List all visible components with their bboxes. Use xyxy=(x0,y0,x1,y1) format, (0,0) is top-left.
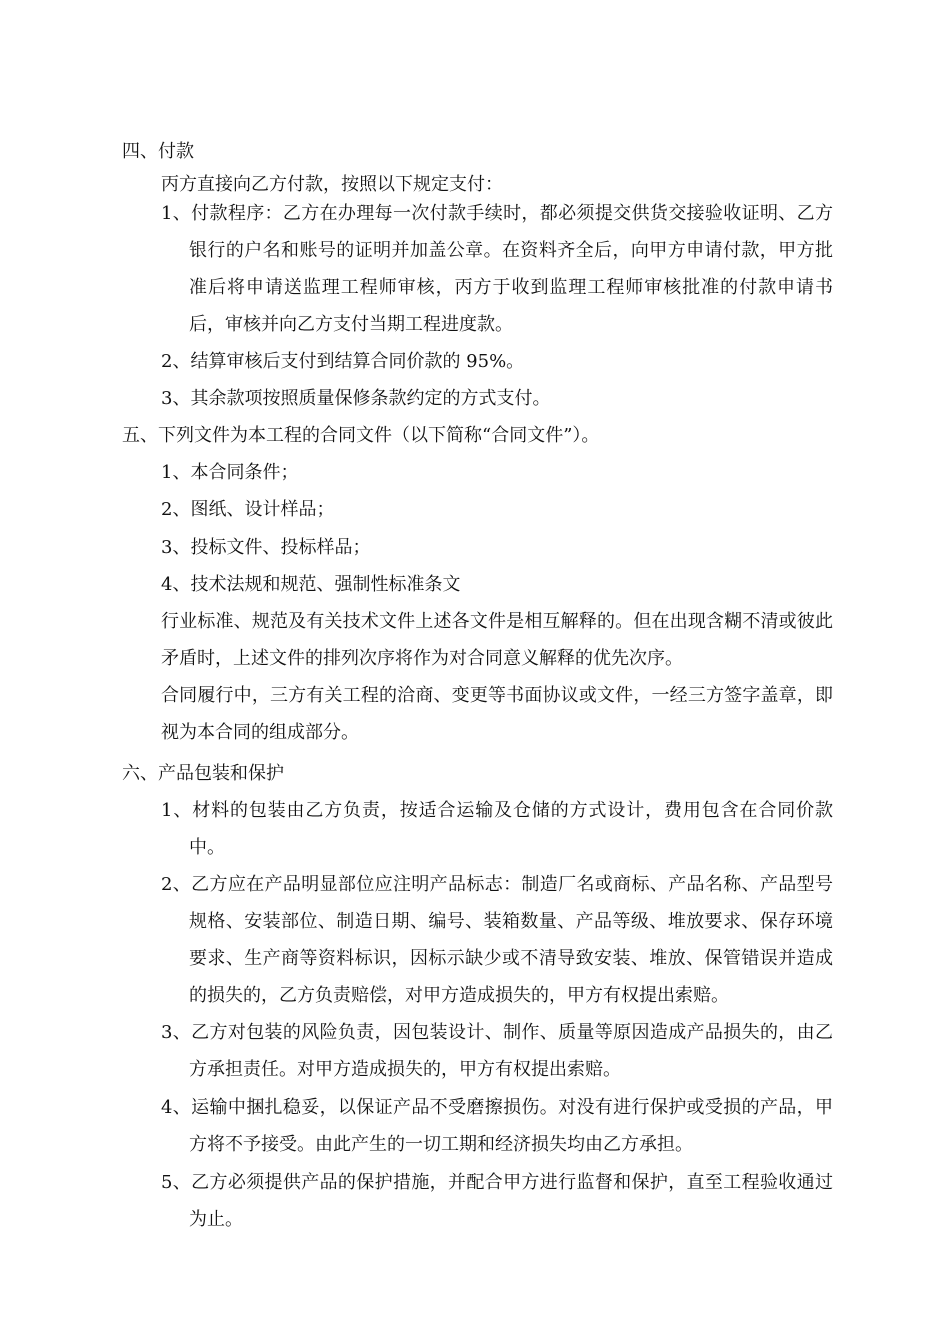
payment-intro: 丙方直接向乙方付款，按照以下规定支付： xyxy=(161,174,503,195)
payment-item-2: 2、结算审核后支付到结算合同价款的 95%。 xyxy=(161,351,525,372)
section-heading-payment: 四、付款 xyxy=(122,141,194,162)
contract-doc-paragraph-1: 行业标准、规范及有关技术文件上述各文件是相互解释的。但在出现含糊不清或彼此矛盾时，上述文件的排列次序将作为对合同意义解释的优先次序。 xyxy=(161,611,833,669)
contract-doc-item-1: 1、本合同条件； xyxy=(161,462,299,483)
packaging-item-5: 5、乙方必须提供产品的保护措施，并配合甲方进行监督和保护，直至工程验收通过为止。 xyxy=(161,1172,833,1230)
section-heading-packaging: 六、产品包装和保护 xyxy=(122,763,284,784)
packaging-item-1: 1、材料的包装由乙方负责，按适合运输及仓储的方式设计，费用包含在合同价款中。 xyxy=(161,800,833,858)
contract-doc-paragraph-2: 合同履行中，三方有关工程的洽商、变更等书面协议或文件，一经三方签字盖章，即视为本合同的组成部分。 xyxy=(161,685,833,743)
packaging-item-3: 3、乙方对包装的风险负责，因包装设计、制作、质量等原因造成产品损失的，由乙方承担责任。对甲方造成损失的，甲方有权提出索赔。 xyxy=(161,1022,833,1080)
contract-doc-item-3: 3、投标文件、投标样品； xyxy=(161,537,371,558)
section-heading-contract-documents: 五、下列文件为本工程的合同文件（以下简称“合同文件”）。 xyxy=(122,425,600,446)
contract-doc-item-4: 4、技术法规和规范、强制性标准条文 xyxy=(161,574,461,595)
packaging-item-4: 4、运输中捆扎稳妥，以保证产品不受磨擦损伤。对没有进行保护或受损的产品，甲方将不予接受。由此产生的一切工期和经济损失均由乙方承担。 xyxy=(161,1097,833,1155)
packaging-item-2: 2、乙方应在产品明显部位应注明产品标志：制造厂名或商标、产品名称、产品型号规格、安装部位、制造日期、编号、装箱数量、产品等级、堆放要求、保存环境要求、生产商等资料标识，因标示缺少或不清导致安装、堆放、保管错误并造成的损失的，乙方负责赔偿，对甲方造成损失的，甲方有权提出索赔。 xyxy=(161,874,833,1006)
contract-doc-item-2: 2、图纸、设计样品； xyxy=(161,499,335,520)
payment-item-3: 3、其余款项按照质量保修条款约定的方式支付。 xyxy=(161,388,551,409)
payment-item-1: 1、付款程序：乙方在办理每一次付款手续时，都必须提交供货交接验收证明、乙方银行的户名和账号的证明并加盖公章。在资料齐全后，向甲方申请付款，甲方批准后将申请送监理工程师审核，丙方于收到监理工程师审核批准的付款申请书后，审核并向乙方支付当期工程进度款。 xyxy=(161,203,833,335)
